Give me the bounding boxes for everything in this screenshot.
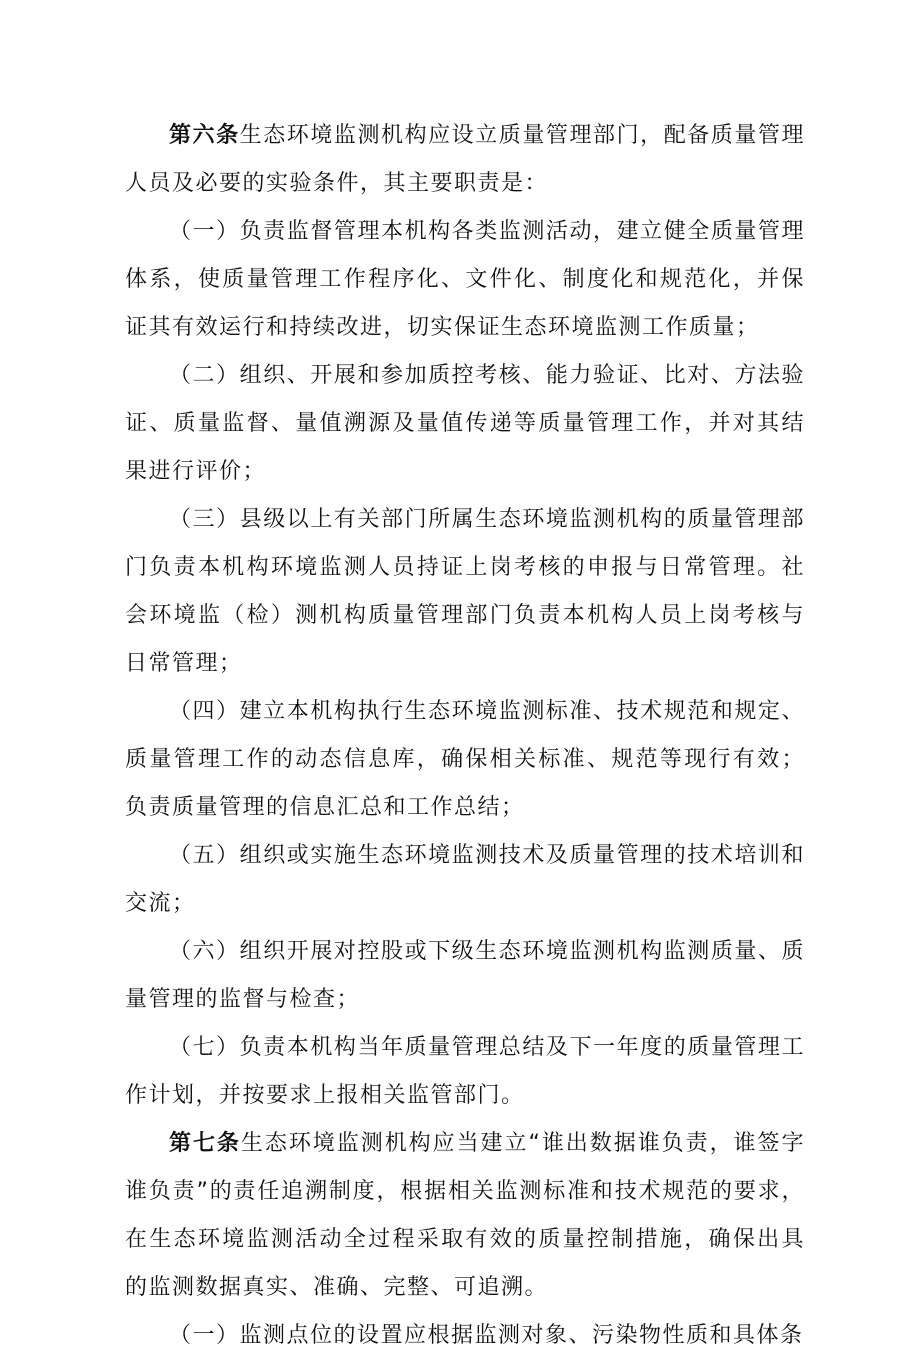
paragraph-article-7 [125,1120,805,1312]
paragraph-article-6 [125,112,805,208]
paragraph-item-1-article-7 [125,1312,805,1360]
paragraph-item-5 [125,832,805,928]
article-number: 第六条 [169,123,240,148]
paragraph-text: 生态环境监测机构应当建立“谁出数据谁负责，谁签字谁负责”的责任追溯制度，根据相关监测标准和技术规范的要求，在生态环境监测活动全过程采取有效的质量控制措施，确保出具的监测数据真实、准确、完整、可追溯。 [125,1131,805,1300]
paragraph-text: （一）负责监督管理本机构各类监测活动，建立健全质量管理体系，使质量管理工作程序化、文件化、制度化和规范化，并保证其有效运行和持续改进，切实保证生态环境监测工作质量； [125,219,805,340]
paragraph-item-7 [125,1024,805,1120]
paragraph-item-1 [125,208,805,352]
article-number: 第七条 [169,1131,241,1156]
paragraph-text: （五）组织或实施生态环境监测技术及质量管理的技术培训和交流； [125,843,805,916]
document-body [125,112,805,1360]
paragraph-text: （六）组织开展对控股或下级生态环境监测机构监测质量、质量管理的监督与检查； [125,939,805,1012]
paragraph-item-6 [125,928,805,1024]
paragraph-text: （四）建立本机构执行生态环境监测标准、技术规范和规定、质量管理工作的动态信息库，确保相关标准、规范等现行有效；负责质量管理的信息汇总和工作总结； [125,699,805,820]
paragraph-item-2 [125,352,805,496]
paragraph-item-4 [125,688,805,832]
paragraph-text: 生态环境监测机构应设立质量管理部门，配备质量管理人员及必要的实验条件，其主要职责是： [125,123,805,196]
paragraph-item-3 [125,496,805,688]
paragraph-text: （一）监测点位的设置应根据监测对象、污染物性质和具体条 [169,1323,804,1348]
paragraph-text: （七）负责本机构当年质量管理总结及下一年度的质量管理工作计划，并按要求上报相关监管部门。 [125,1035,805,1108]
paragraph-text: （二）组织、开展和参加质控考核、能力验证、比对、方法验证、质量监督、量值溯源及量值传递等质量管理工作，并对其结果进行评价； [125,363,805,484]
paragraph-text: （三）县级以上有关部门所属生态环境监测机构的质量管理部门负责本机构环境监测人员持证上岗考核的申报与日常管理。社会环境监（检）测机构质量管理部门负责本机构人员上岗考核与日常管理； [125,507,805,676]
